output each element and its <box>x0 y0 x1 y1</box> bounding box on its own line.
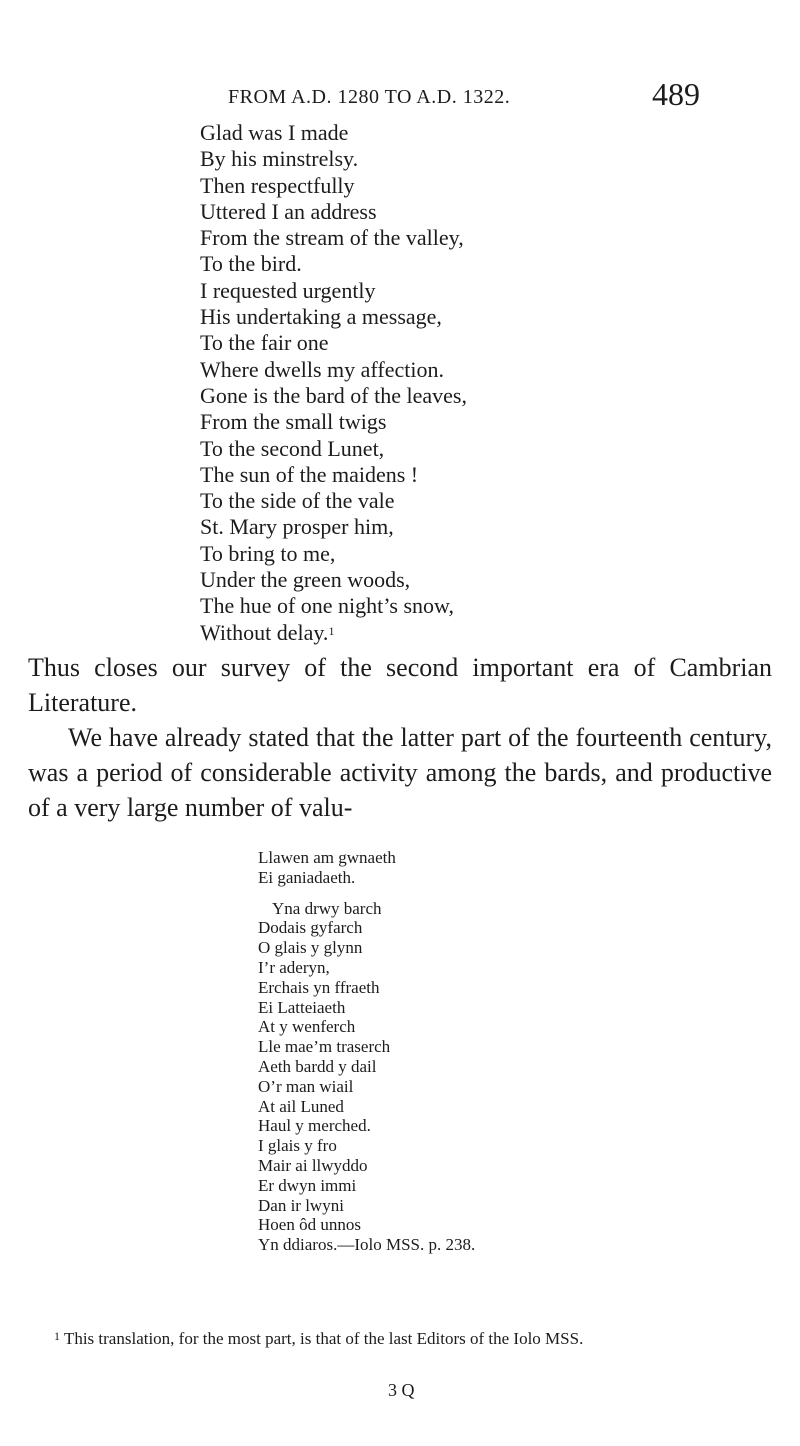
verse-line: Glad was I made <box>200 120 349 145</box>
verse-line: His undertaking a message, <box>200 304 442 330</box>
welsh-verse <box>258 848 475 1255</box>
welsh-verse-line: I’r aderyn, <box>258 957 330 977</box>
welsh-verse-line: Erchais yn ffraeth <box>258 977 380 997</box>
welsh-verse-line: Llawen am gwnaeth <box>258 848 396 867</box>
welsh-verse-line: Aeth bardd y dail <box>258 1056 377 1076</box>
verse-line: I requested urgently <box>200 277 376 303</box>
verse-line: To bring to me, <box>200 540 336 566</box>
verse-line: From the stream of the valley, <box>200 225 464 251</box>
verse-line: Under the green woods, <box>200 567 411 593</box>
verse-line: Then respectfully <box>200 172 355 198</box>
verse-line: The hue of one night’s snow, <box>200 593 454 619</box>
verse-line: To the second Lunet, <box>200 435 385 461</box>
verse-line-text: Without delay. <box>200 619 329 645</box>
welsh-verse-line: Lle mae’m traserch <box>258 1037 391 1057</box>
verse-line-last <box>200 620 467 646</box>
footnote-reference: 1 <box>328 623 335 638</box>
verse-line: Gone is the bard of the leaves, <box>200 382 467 408</box>
verse-line: Where dwells my affection. <box>200 356 444 382</box>
footnote-text: This translation, for the most part, is that of the last Editors of the Iolo MSS. <box>63 1329 584 1348</box>
verse-line: St. Mary prosper him, <box>200 514 394 540</box>
welsh-verse-line: Mair ai llwyddo <box>258 1155 368 1175</box>
welsh-verse-line: O’r man wiail <box>258 1076 354 1096</box>
welsh-verse-line: Ei ganiadaeth. <box>258 867 356 887</box>
welsh-verse-line: Dodais gyfarch <box>258 918 363 938</box>
welsh-verse-line: Yn ddiaros.—Iolo MSS. p. 238. <box>258 1235 476 1255</box>
welsh-verse-line: Hoen ôd unnos <box>258 1215 361 1235</box>
footnote <box>28 1328 772 1349</box>
footnote-marker: 1 <box>54 1329 60 1343</box>
running-head: FROM A.D. 1280 TO A.D. 1322. <box>228 86 511 108</box>
verse-line: By his minstrelsy. <box>200 146 359 172</box>
welsh-verse-line: I glais y fro <box>258 1136 337 1156</box>
welsh-verse-line: Dan ir lwyni <box>258 1195 344 1215</box>
signature-mark: 3 Q <box>388 1380 415 1400</box>
welsh-verse-line: O glais y glynn <box>258 938 363 958</box>
welsh-verse-line: Er dwyn immi <box>258 1175 357 1195</box>
verse-line: From the small twigs <box>200 409 387 435</box>
verse-line: Uttered I an address <box>200 198 377 224</box>
body-text <box>28 650 772 825</box>
verse-line: The sun of the maidens ! <box>200 461 419 487</box>
welsh-verse-line: At y wenferch <box>258 1017 356 1037</box>
verse-line: To the side of the vale <box>200 488 395 514</box>
welsh-verse-line: At ail Luned <box>258 1096 344 1116</box>
verse-line: To the bird. <box>200 251 302 277</box>
welsh-verse-line: Haul y merched. <box>258 1116 371 1136</box>
verse-line: To the fair one <box>200 330 329 356</box>
paragraph: We have already stated that the latter part of the fourteenth century, was a period of considerable activity among the bards, and productive of a very large number of valu- <box>28 723 772 822</box>
welsh-verse-line: Yna drwy barch <box>272 898 382 918</box>
stanza-gap <box>258 888 475 899</box>
page-number: 489 <box>652 76 700 112</box>
paragraph: Thus closes our survey of the second important era of Cambrian Literature. <box>28 653 772 717</box>
welsh-verse-line: Ei Latteiaeth <box>258 997 346 1017</box>
english-verse <box>200 120 467 646</box>
